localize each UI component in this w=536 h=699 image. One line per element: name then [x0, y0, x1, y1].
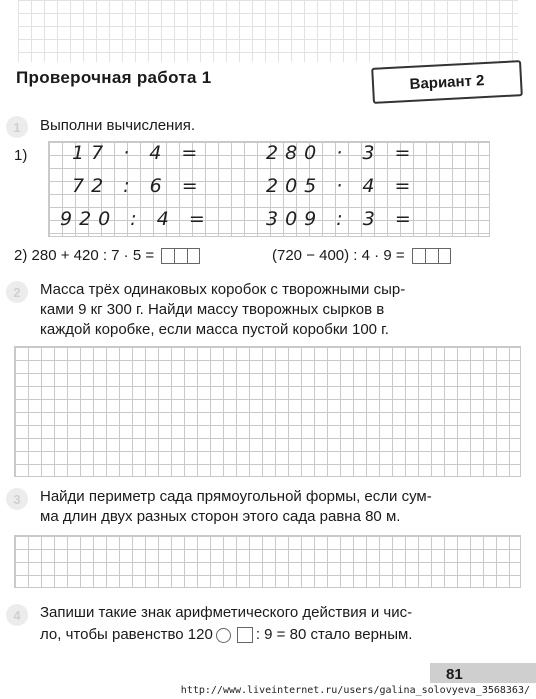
task-number-2: 2 [6, 281, 28, 303]
expression-right-1: 280 · 3 = [266, 142, 418, 164]
task1-part2-expr-a: 280 + 420 : 7 · 5 = [31, 247, 155, 264]
page-title: Проверочная работа 1 [16, 68, 212, 87]
task4-line-2 [40, 625, 412, 645]
task-number-1: 1 [6, 116, 28, 138]
task-number-3: 3 [6, 488, 28, 510]
task2-line-3: каждой коробке, если масса пустой коробки 100 г. [40, 321, 389, 338]
task2-answer-grid[interactable] [14, 346, 521, 477]
task4-line-1: Запиши такие знак арифметического действия и чис- [40, 604, 413, 621]
task4-line-2-prefix: ло, чтобы равенство 120 [40, 626, 213, 643]
task1-part2-line [14, 246, 200, 266]
expression-left-2: 72 : 6 = [72, 175, 205, 197]
page-number: 81 [446, 665, 463, 683]
task2-line-2: ками 9 кг 300 г. Найди массу творожных сырков в [40, 301, 385, 318]
variant-badge [371, 60, 523, 104]
answer-boxes-a[interactable] [161, 248, 200, 264]
variant-label: Вариант 2 [409, 71, 485, 93]
top-grid [18, 0, 518, 62]
task1-part2b-line [272, 246, 451, 266]
task2-line-1: Масса трёх одинаковых коробок с творожными сыр- [40, 281, 406, 298]
operation-circle-input[interactable] [216, 628, 231, 643]
expression-left-3: 920 : 4 = [60, 208, 212, 230]
footer-url[interactable]: http://www.liveinternet.ru/users/galina_solovyeva_3568363/ [0, 683, 536, 699]
task1-part1-label: 1) [14, 147, 28, 164]
answer-boxes-b[interactable] [412, 248, 451, 264]
expression-right-2: 205 · 4 = [266, 175, 418, 197]
task4-line-2-suffix: : 9 = 80 стало верным. [255, 626, 413, 643]
task3-line-1: Найди периметр сада прямоугольной формы, если сум- [40, 488, 432, 505]
expression-left-1: 17 · 4 = [72, 142, 205, 164]
task1-part2-label: 2) [14, 247, 28, 264]
task1-part2-expr-b: (720 − 400) : 4 · 9 = [272, 247, 405, 264]
task1-intro: Выполни вычисления. [40, 117, 195, 134]
expression-right-3: 309 : 3 = [266, 208, 418, 230]
task-number-4: 4 [6, 604, 28, 626]
task3-answer-grid[interactable] [14, 535, 521, 588]
number-square-input[interactable] [237, 627, 253, 643]
task3-line-2: ма длин двух разных сторон этого сада равна 80 м. [40, 508, 401, 525]
page-number-tab [430, 663, 536, 685]
